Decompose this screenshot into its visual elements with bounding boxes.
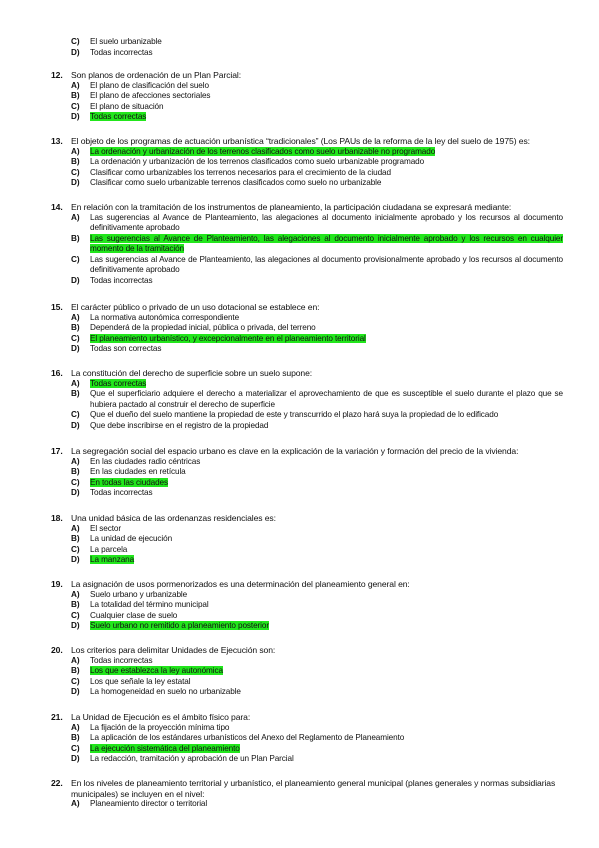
- answer-text: Todas incorrectas: [90, 655, 153, 665]
- answer-text: La ordenación y urbanización de los terrenos clasificados como suelo urbanizable programado: [90, 157, 425, 166]
- question-text: La asignación de usos pormenorizados es una determinación del planeamiento general en:: [71, 579, 410, 589]
- question-text: Son planos de ordenación de un Plan Parcial:: [71, 70, 241, 80]
- answer-option-correct: D) Suelo urbano no remitido a planeamiento posterior: [71, 621, 269, 630]
- question-title: [0, 70, 599, 81]
- answer-option-correct: B) Los que establezca la ley autonómica: [71, 666, 223, 675]
- answer-text: La fijación de la proyección mínima tipo: [90, 722, 230, 732]
- answer-text: Todas correctas: [90, 378, 147, 388]
- answer-text: La ejecución sistemática del planeamiento: [90, 743, 240, 753]
- answer-text: Todas son correctas: [90, 344, 162, 353]
- answer-option-correct: D) Todas correctas: [71, 112, 147, 121]
- question-number: 15.: [51, 302, 63, 312]
- answer-option: D) Todas incorrectas: [71, 47, 153, 57]
- answer-option: A) En las ciudades radio céntricas: [71, 456, 201, 466]
- question-title: [0, 712, 599, 723]
- answer-option: A) Todas incorrectas: [71, 655, 153, 665]
- question-text: El objeto de los programas de actuación urbanística “tradicionales” (Los PAUs de la reforma de la ley del suelo de 1975) es:: [71, 136, 530, 146]
- answer-option: B) La unidad de ejecución: [71, 534, 173, 543]
- answer-option: A) Planeamiento director o territorial: [71, 799, 208, 808]
- question-block: [0, 446, 599, 499]
- question-number: 21.: [51, 712, 63, 722]
- answer-option: B) El plano de afecciones sectoriales: [71, 91, 211, 100]
- answer-text: La manzana: [90, 555, 135, 564]
- answer-option-correct: D) La manzana: [71, 555, 135, 564]
- question-block: [0, 579, 599, 632]
- answer-text: Que el superficiario adquiere el derecho a materializar el aprovechamiento de que es susceptible el suelo durante el plazo que se hubiera pactado al construir el derecho de superficie: [90, 389, 563, 409]
- answer-text: Dependerá de la propiedad inicial, pública o privada, del terreno: [90, 323, 316, 332]
- question-number: 22.: [51, 778, 63, 788]
- answer-option: A) El plano de clasificación del suelo: [71, 80, 209, 90]
- answer-option: B) La totalidad del término municipal: [71, 600, 209, 609]
- question-block: [0, 202, 599, 286]
- question-title: [0, 778, 599, 799]
- question-number: 18.: [51, 513, 63, 523]
- answer-option-correct: C) El planeamiento urbanístico, y excepcionalmente en el planeamiento territorial: [71, 333, 366, 343]
- answer-text: El plano de situación: [90, 101, 164, 111]
- answer-option: A) La fijación de la proyección mínima tipo: [71, 722, 230, 732]
- question-text: En relación con la tramitación de los instrumentos de planeamiento, la participación ciudadana se expresará mediante:: [71, 202, 512, 212]
- question-block: [0, 645, 599, 698]
- answer-option: B) La ordenación y urbanización de los terrenos clasificados como suelo urbanizable programado: [71, 157, 425, 166]
- question-text: La constitución del derecho de superficie sobre un suelo supone:: [71, 368, 313, 378]
- answer-text: Cualquier clase de suelo: [90, 610, 178, 620]
- answer-text: Los que señale la ley estatal: [90, 676, 191, 686]
- answer-text: La aplicación de los estándares urbanísticos del Anexo del Reglamento de Planeamiento: [90, 733, 405, 742]
- answer-text: Las sugerencias al Avance de Planteamiento, las alegaciones al documento inicialmente aprobado y los recursos al documento definitivamente aprobado: [90, 212, 563, 232]
- answer-text: Las sugerencias al Avance de Planteamiento, las alegaciones al documento provisionalmente aprobado y los recursos al documento definitivamente aprobado: [90, 254, 563, 274]
- answer-option-correct: C) En todas las ciudades: [71, 477, 169, 487]
- answer-text: Clasificar como suelo urbanizable terrenos clasificados como suelo no urbanizable: [90, 178, 382, 187]
- question-block: [0, 368, 599, 431]
- question-title: [0, 136, 599, 147]
- question-block: [0, 302, 599, 355]
- answer-text: Clasificar como urbanizables los terrenos necesarios para el crecimiento de la ciudad: [90, 167, 391, 177]
- answer-text: El plano de afecciones sectoriales: [90, 91, 211, 100]
- question-text: La Unidad de Ejecución es el ámbito físico para:: [71, 712, 251, 722]
- question-number: 17.: [51, 446, 63, 456]
- answer-option: A) El sector: [71, 523, 121, 533]
- answer-option: C) Que el dueño del suelo mantiene la propiedad de este y transcurrido el plazo hará suya la propiedad de lo edificado: [71, 410, 499, 419]
- answer-option: C) El suelo urbanizable: [71, 37, 162, 46]
- question-number: 13.: [51, 136, 63, 146]
- answer-option: C) El plano de situación: [71, 101, 164, 111]
- question-title: [0, 579, 599, 590]
- answer-text: La redacción, tramitación y aprobación de un Plan Parcial: [90, 754, 294, 763]
- answer-text: Los que establezca la ley autonómica: [90, 666, 223, 675]
- question-title: [0, 446, 599, 457]
- answer-text: Todas correctas: [90, 112, 147, 121]
- answer-text: El suelo urbanizable: [90, 37, 162, 46]
- answer-text: La totalidad del término municipal: [90, 600, 209, 609]
- answer-option: C) Cualquier clase de suelo: [71, 610, 178, 620]
- answer-text: La ordenación y urbanización de los terrenos clasificados como suelo urbanizable no programado: [90, 146, 436, 156]
- answer-text: Que el dueño del suelo mantiene la propiedad de este y transcurrido el plazo hará suya la propiedad de lo edificado: [90, 410, 499, 419]
- answer-text: Que debe inscribirse en el registro de la propiedad: [90, 420, 269, 430]
- question-text: El carácter público o privado de un uso dotacional se establece en:: [71, 302, 320, 312]
- answer-text: Suelo urbano y urbanizable: [90, 589, 188, 599]
- answer-option: C) Los que señale la ley estatal: [71, 676, 191, 686]
- answer-option: B) En las ciudades en retícula: [71, 467, 186, 476]
- question-block: [0, 712, 599, 765]
- answer-option: C) Las sugerencias al Avance de Planteamiento, las alegaciones al documento provisionalmente aprobado y los recursos al documento definitivamente aprobado: [71, 254, 563, 274]
- question-title: [0, 202, 599, 213]
- answer-text: La normativa autonómica correspondiente: [90, 312, 240, 322]
- answer-text: En las ciudades radio céntricas: [90, 456, 201, 466]
- question-block: [0, 136, 599, 189]
- question-number: 19.: [51, 579, 63, 589]
- answer-text: Todas incorrectas: [90, 275, 153, 285]
- answer-text: El plano de clasificación del suelo: [90, 80, 209, 90]
- question-block: [0, 513, 599, 566]
- answer-option: D) Todas son correctas: [71, 344, 162, 353]
- answer-text: La unidad de ejecución: [90, 534, 173, 543]
- question-text: En los niveles de planeamiento territorial y urbanístico, el planeamiento general municipal (planes generales y normas subsidiarias municipales) se incluyen en el nivel:: [71, 778, 556, 799]
- answer-text: El planeamiento urbanístico, y excepcionalmente en el planeamiento territorial: [90, 333, 366, 343]
- question-block: [0, 70, 599, 123]
- answer-text: Las sugerencias al Avance de Planteamiento, las alegaciones al documento inicialmente aprobado y los recursos en cualquier momento de la tramitación: [90, 233, 563, 253]
- answer-text: El sector: [90, 523, 121, 533]
- answer-option: A) Suelo urbano y urbanizable: [71, 589, 188, 599]
- question-text: Una unidad básica de las ordenanzas residenciales es:: [71, 513, 276, 523]
- answer-text: Todas incorrectas: [90, 47, 153, 57]
- answer-text: La parcela: [90, 544, 128, 554]
- question-number: 16.: [51, 368, 63, 378]
- answer-option: D) La redacción, tramitación y aprobación de un Plan Parcial: [71, 754, 294, 763]
- answer-option: D) Todas incorrectas: [71, 275, 153, 285]
- question-block: [0, 778, 599, 810]
- answer-option: C) La parcela: [71, 544, 128, 554]
- answer-text: Todas incorrectas: [90, 488, 153, 497]
- answer-option: B) Que el superficiario adquiere el derecho a materializar el aprovechamiento de que es susceptible el suelo durante el plazo que se hubiera pactado al construir el derecho de superficie: [71, 389, 563, 409]
- answer-option: C) Clasificar como urbanizables los terrenos necesarios para el crecimiento de la ciudad: [71, 167, 391, 177]
- answer-option: D) Todas incorrectas: [71, 488, 153, 497]
- answer-option-correct: B) Las sugerencias al Avance de Planteamiento, las alegaciones al documento inicialmente aprobado y los recursos en cualquier momento de la tramitación: [71, 233, 563, 253]
- answer-option: D) Que debe inscribirse en el registro de la propiedad: [71, 420, 269, 430]
- question-title: [0, 513, 599, 524]
- question-text: Los criterios para delimitar Unidades de Ejecución son:: [71, 645, 276, 655]
- question-title: [0, 368, 599, 379]
- answer-option: A) Las sugerencias al Avance de Planteamiento, las alegaciones al documento inicialmente aprobado y los recursos al documento definitivamente aprobado: [71, 212, 563, 232]
- answer-option-correct: A) Todas correctas: [71, 378, 147, 388]
- question-number: 14.: [51, 202, 63, 212]
- answer-text: En las ciudades en retícula: [90, 467, 186, 476]
- question-number: 12.: [51, 70, 63, 80]
- answer-option: D) Clasificar como suelo urbanizable terrenos clasificados como suelo no urbanizable: [71, 178, 382, 187]
- answer-text: Suelo urbano no remitido a planeamiento posterior: [90, 621, 269, 630]
- answer-option-correct: C) La ejecución sistemática del planeamiento: [71, 743, 240, 753]
- question-title: [0, 302, 599, 313]
- question-title: [0, 645, 599, 656]
- question-number: 20.: [51, 645, 63, 655]
- answer-option: D) La homogeneidad en suelo no urbanizable: [71, 687, 241, 696]
- answer-text: La homogeneidad en suelo no urbanizable: [90, 687, 241, 696]
- answer-option: B) Dependerá de la propiedad inicial, pública o privada, del terreno: [71, 323, 316, 332]
- answer-text: Planeamiento director o territorial: [90, 799, 208, 808]
- answer-option: B) La aplicación de los estándares urbanísticos del Anexo del Reglamento de Planeamiento: [71, 733, 405, 742]
- answer-option-correct: A) La ordenación y urbanización de los terrenos clasificados como suelo urbanizable no programado: [71, 146, 436, 156]
- answer-text: En todas las ciudades: [90, 477, 169, 487]
- question-text: La segregación social del espacio urbano es clave en la explicación de la variación y formación del precio de la vivienda:: [71, 446, 519, 456]
- answer-option: A) La normativa autonómica correspondiente: [71, 312, 240, 322]
- question-block: [0, 37, 599, 58]
